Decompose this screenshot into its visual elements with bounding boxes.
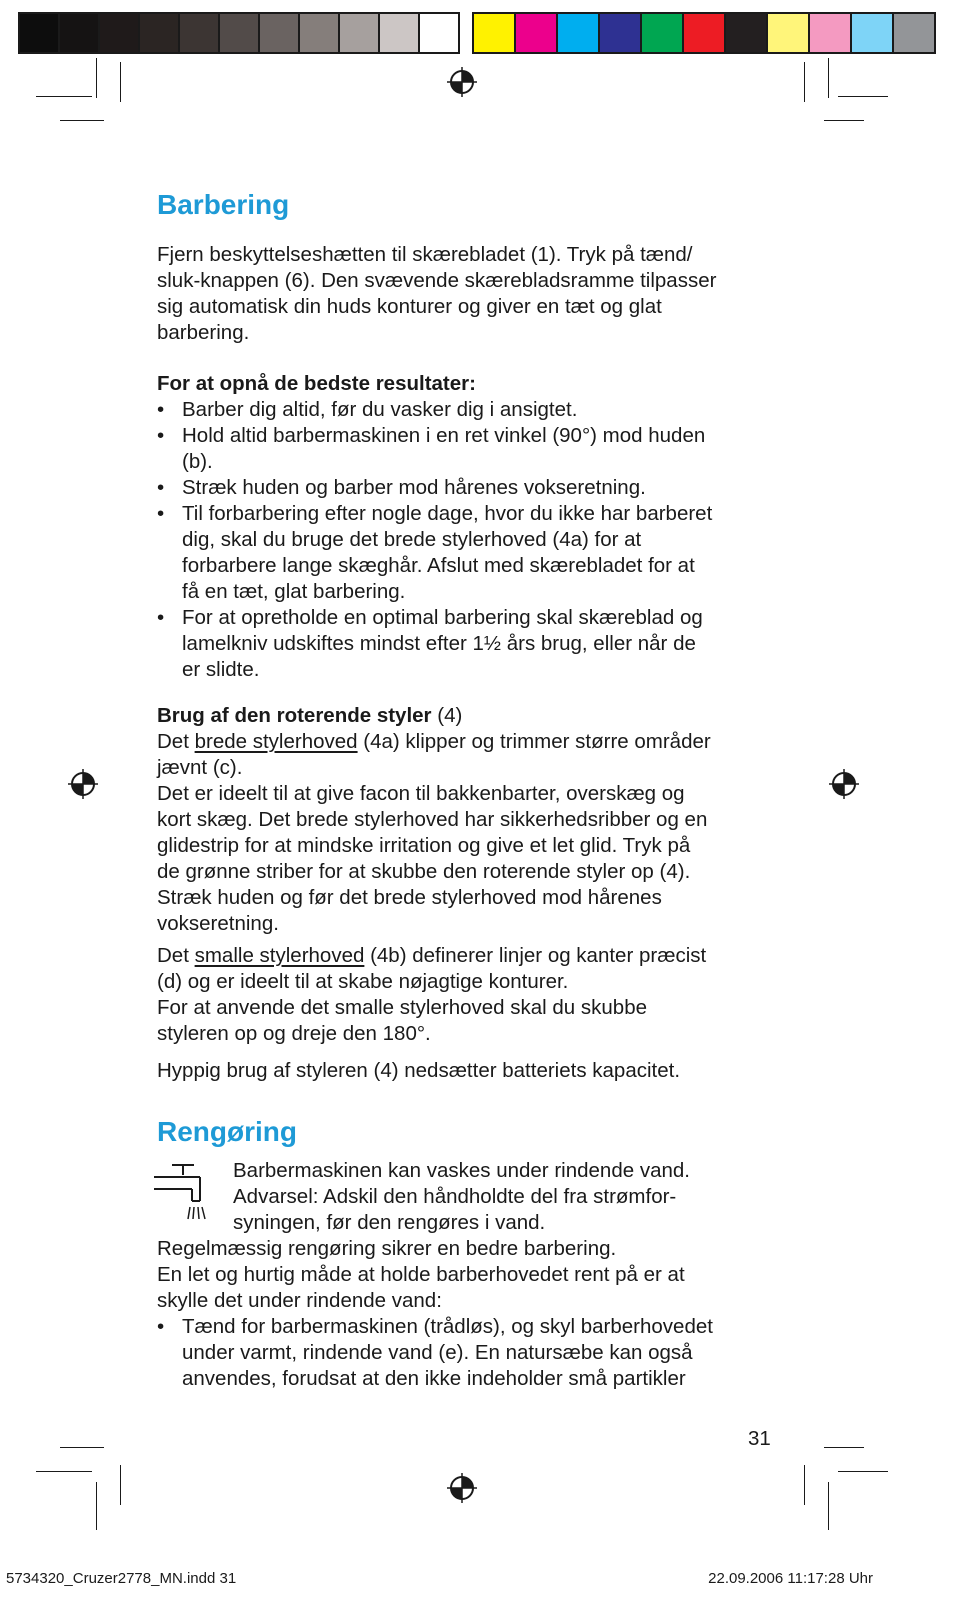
color-swatch [810,14,852,52]
color-swatch [474,14,516,52]
cleaning-list [157,1314,797,1392]
faucet-icon [152,1163,214,1223]
color-swatch [60,14,100,52]
list-item: • For at opretholde en optimal barbering skal skæreblad og lamelkniv udskiftes mindst efter 1½ års brug, eller når de er slidte. [157,606,703,681]
wide-styler-term: brede stylerhoved [194,730,358,753]
color-swatch [180,14,220,52]
color-swatch [852,14,894,52]
shaving-intro: Fjern beskyttelseshætten til skærebladet (1). Tryk på tænd/ sluk-knappen (6). Den svævende skærebladsramme tilpasser sig automatisk din huds konturer og giver en tæt og glat barbering. [157,243,717,344]
list-item: • Til forbarbering efter nogle dage, hvor du ikke har barberet dig, skal du bruge det brede stylerhoved (4a) for at forbarbere lange skæghår. Afslut med skærebladet for at få en tæt, glat barbering. [157,502,713,603]
color-swatch [684,14,726,52]
color-swatch [726,14,768,52]
narrow-styler-paragraph: Det smalle stylerhoved (4b) definerer linjer og kanter præcist (d) og er ideelt til at skabe nøjagtige konturer. For at anvende det smalle stylerhoved skal du skubbe styleren op og dreje den 180°. [157,944,707,1045]
color-swatch [20,14,60,52]
registration-mark-icon [68,769,98,799]
section-title-shaving: Barbering [157,189,290,220]
footer-timestamp: 22.09.2006 11:17:28 Uhr [708,1570,873,1587]
color-swatch [600,14,642,52]
best-results-list [157,397,797,683]
battery-note: Hyppig brug af styleren (4) nedsætter batteriets kapacitet. [157,1059,681,1082]
color-swatch [768,14,810,52]
color-swatch [894,14,934,52]
color-swatch [260,14,300,52]
list-item: • Hold altid barbermaskinen i en ret vinkel (90°) mod huden (b). [157,424,706,473]
grayscale-calibration-bar [18,12,460,54]
registration-mark-icon [447,67,477,97]
color-calibration-bar [472,12,936,54]
color-swatch [558,14,600,52]
color-swatch [100,14,140,52]
footer-file-name: 5734320_Cruzer2778_MN.indd 31 [6,1570,237,1587]
color-swatch [220,14,260,52]
list-item: • Barber dig altid, før du vasker dig i ansigtet. [157,398,578,421]
styler-section: Brug af den roterende styler (4) Det brede stylerhoved (4a) klipper og trimmer større områder jævnt (c). Det er ideelt til at give facon til bakkenbarter, overskæg og kort skæg. Det brede stylerhoved har sikkerhedsribber og en glidestrip for at mindske irritation og give et let glid. Tryk på de grønne striber for at skubbe den roterende styler op (4). Stræk huden og før det brede stylerhoved mod hårenes vokseretning. [157,704,711,935]
registration-mark-icon [447,1473,477,1503]
list-item: • Tænd for barbermaskinen (trådløs), og skyl barberhovedet under varmt, rindende vand (e). En natursæbe kan også anvendes, forudsat at den ikke indeholder små partikler [157,1315,713,1390]
list-item: • Stræk huden og barber mod hårenes vokseretning. [157,476,646,499]
section-title-cleaning: Rengøring [157,1116,297,1147]
color-swatch [420,14,458,52]
best-results-heading: For at opnå de bedste resultater: [157,372,476,395]
page-number: 31 [748,1427,771,1450]
color-swatch [380,14,420,52]
narrow-styler-term: smalle stylerhoved [194,944,365,967]
color-swatch [140,14,180,52]
color-swatch [516,14,558,52]
color-swatch [300,14,340,52]
styler-heading: Brug af den roterende styler [157,704,432,727]
color-swatch [642,14,684,52]
cleaning-warning: Barbermaskinen kan vaskes under rindende vand. Advarsel: Adskil den håndholdte del fra strømfor- syningen, før den rengøres i vand. [233,1159,690,1234]
color-swatch [340,14,380,52]
cleaning-text: Regelmæssig rengøring sikrer en bedre barbering. En let og hurtig måde at holde barberhovedet rent på er at skylle det under rindende vand: [157,1237,685,1312]
registration-mark-icon [829,769,859,799]
